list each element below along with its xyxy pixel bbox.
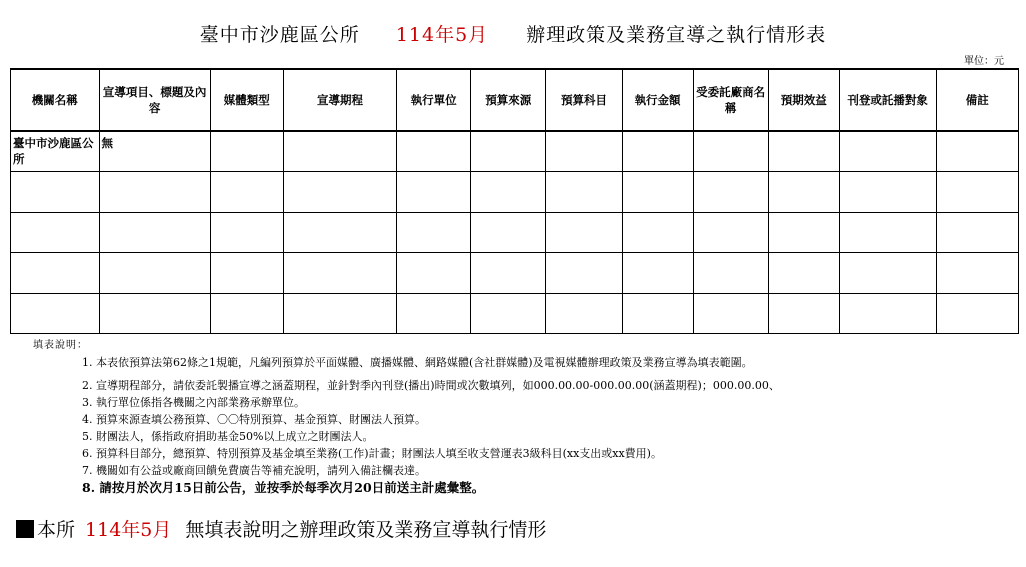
execution-table <box>10 68 1019 334</box>
table-cell <box>936 212 1018 253</box>
table-cell <box>283 253 396 294</box>
table-cell: 無 <box>99 131 210 172</box>
table-cell <box>839 172 936 213</box>
table-header-row <box>11 69 1019 131</box>
table-cell <box>397 253 471 294</box>
table-cell <box>471 172 546 213</box>
note-item: 1. 本表依預算法第62條之1規範，凡編列預算於平面媒體、廣播媒體、網路媒體(含社群媒體)及電視媒體辦理政策及業務宣導為填表範圍。 <box>82 356 753 369</box>
table-cell <box>283 212 396 253</box>
table-cell <box>622 253 693 294</box>
table-cell <box>11 253 100 294</box>
table-row <box>11 131 1019 172</box>
table-cell <box>839 131 936 172</box>
table-cell <box>622 172 693 213</box>
footer-text: 無填表說明之辦理政策及業務宣導執行情形 <box>185 519 547 541</box>
header-exec-unit: 執行單位 <box>397 69 471 131</box>
footer-prefix: 本所 <box>37 519 76 541</box>
table-cell <box>210 172 283 213</box>
header-vendor: 受委託廠商名稱 <box>693 69 768 131</box>
table-cell <box>283 172 396 213</box>
table-cell <box>693 172 768 213</box>
table-cell <box>11 172 100 213</box>
table-cell <box>471 293 546 334</box>
table-cell <box>397 172 471 213</box>
note-item: 8. 請按月於次月15日前公告，並按季於每季次月20日前送主計處彙整。 <box>82 480 485 495</box>
table-cell <box>768 172 839 213</box>
header-benefit: 預期效益 <box>768 69 839 131</box>
table-row <box>11 212 1019 253</box>
table-cell <box>546 131 622 172</box>
header-period: 宣導期程 <box>283 69 396 131</box>
header-budget-source: 預算來源 <box>471 69 546 131</box>
note-item: 2. 宣導期程部分，請依委託製播宣導之涵蓋期程，並針對季內刊登(播出)時間或次數填列，如000.00.00-000.00.00(涵蓋期程)；000.00.00、 <box>82 379 780 392</box>
table-cell <box>546 212 622 253</box>
table-cell <box>397 131 471 172</box>
table-cell <box>936 131 1018 172</box>
page-title <box>0 20 1026 47</box>
table-cell <box>839 293 936 334</box>
table-cell <box>397 293 471 334</box>
table-cell <box>839 212 936 253</box>
note-item: 4. 預算來源查填公務預算、〇〇特別預算、基金預算、財團法人預算。 <box>82 413 426 426</box>
table-cell <box>210 293 283 334</box>
note-item: 6. 預算科目部分，總預算、特別預算及基金填至業務(工作)計畫；財團法人填至收支營運表3級科目(xx支出或xx費用)。 <box>82 447 662 460</box>
table-cell <box>99 253 210 294</box>
note-item: 7. 機關如有公益或廠商回饋免費廣告等補充說明，請列入備註欄表達。 <box>82 464 426 477</box>
table-cell <box>11 212 100 253</box>
table-cell <box>210 253 283 294</box>
note-item: 3. 執行單位係指各機關之內部業務承辦單位。 <box>82 396 305 409</box>
table-cell <box>546 172 622 213</box>
notes-list <box>82 354 1012 496</box>
header-agency: 機關名稱 <box>11 69 100 131</box>
table-cell <box>768 131 839 172</box>
table-row <box>11 253 1019 294</box>
title-period: 114年5月 <box>395 24 489 46</box>
unit-label: 單位：元 <box>964 56 1004 67</box>
table-cell <box>210 131 283 172</box>
table-cell <box>546 253 622 294</box>
table-row <box>11 293 1019 334</box>
table-cell: 臺中市沙鹿區公所 <box>11 131 100 172</box>
table-cell <box>99 293 210 334</box>
table-cell <box>546 293 622 334</box>
table-cell <box>99 172 210 213</box>
title-org: 臺中市沙鹿區公所 <box>199 24 360 46</box>
title-subject: 辦理政策及業務宣導之執行情形表 <box>526 24 827 46</box>
table-cell <box>936 172 1018 213</box>
header-remarks: 備註 <box>936 69 1018 131</box>
header-target: 刊登或託播對象 <box>839 69 936 131</box>
table-cell <box>471 212 546 253</box>
header-budget-subject: 預算科目 <box>546 69 622 131</box>
header-media-type: 媒體類型 <box>210 69 283 131</box>
table-cell <box>99 212 210 253</box>
table-cell <box>471 253 546 294</box>
table-cell <box>622 212 693 253</box>
footer-statement <box>16 515 546 542</box>
table-cell <box>693 131 768 172</box>
table-row <box>11 172 1019 213</box>
table-cell <box>936 293 1018 334</box>
table-cell <box>693 293 768 334</box>
header-amount: 執行金額 <box>622 69 693 131</box>
notes-label: 填表說明： <box>33 340 88 351</box>
table-cell <box>283 293 396 334</box>
table-cell <box>936 253 1018 294</box>
table-cell <box>693 253 768 294</box>
table-cell <box>693 212 768 253</box>
table-cell <box>210 212 283 253</box>
square-bullet-icon <box>16 520 34 538</box>
table-cell <box>622 131 693 172</box>
table-cell <box>397 212 471 253</box>
header-item: 宣導項目、標題及內容 <box>99 69 210 131</box>
table-cell <box>11 293 100 334</box>
table-cell <box>768 253 839 294</box>
table-cell <box>839 253 936 294</box>
table-cell <box>283 131 396 172</box>
note-item: 5. 財團法人，係指政府捐助基金50%以上成立之財團法人。 <box>82 430 374 443</box>
table-cell <box>768 293 839 334</box>
table-cell <box>471 131 546 172</box>
table-cell <box>768 212 839 253</box>
table-cell <box>622 293 693 334</box>
footer-period: 114年5月 <box>85 519 172 541</box>
